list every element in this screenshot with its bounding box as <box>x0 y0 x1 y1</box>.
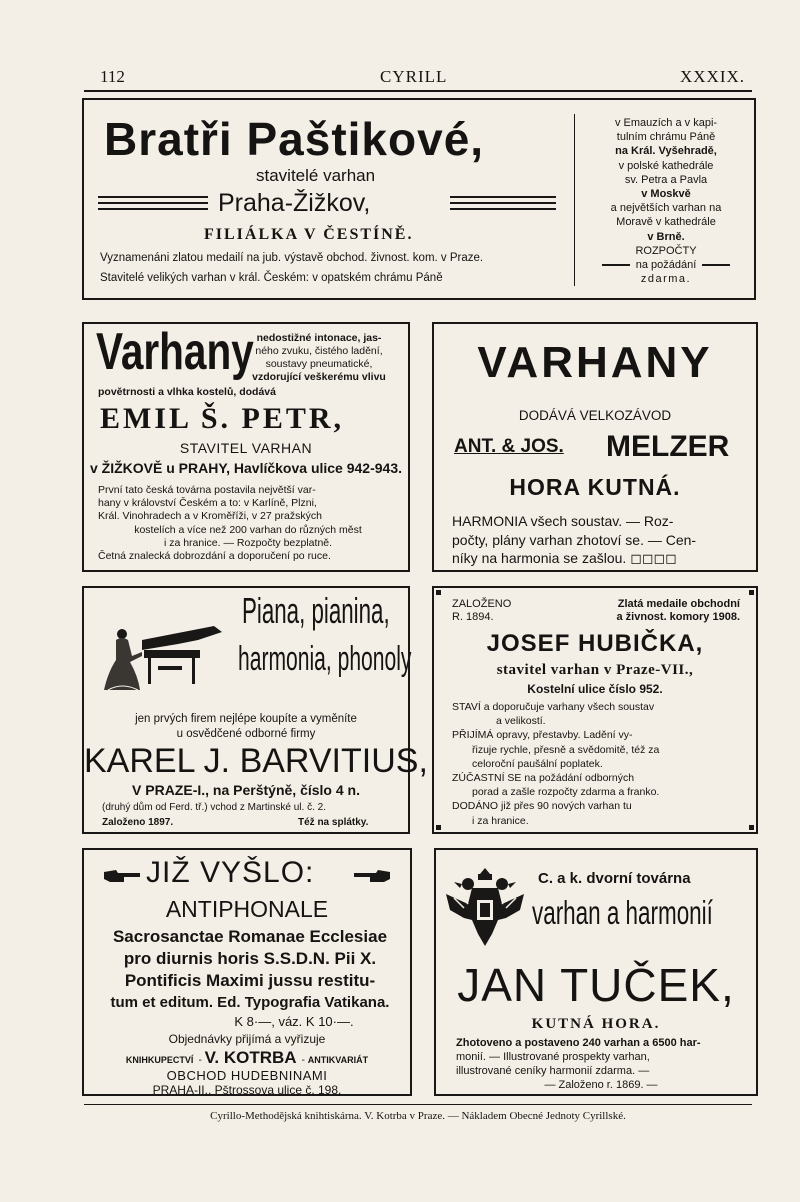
kotrba-orders: Objednávky přijímá a vyřizuje <box>168 1032 326 1046</box>
pastika-subtitle: stavitelé varhan <box>256 166 376 185</box>
kotrba-latin <box>100 926 400 1014</box>
barvitius-body-1: jen prvých firem nejlépe koupíte a vyměníte <box>135 713 357 725</box>
barvitius-name: KAREL J. BARVITIUS, <box>84 742 428 780</box>
footer-rule <box>84 1104 752 1105</box>
hubicka-address: Kostelní ulice číslo 952. <box>527 682 663 696</box>
barvitius-entrance: (druhý dům od Ferd. tř.) vchod z Martinské ul. č. 2. <box>102 802 326 813</box>
pianist-illustration-icon <box>102 606 228 692</box>
pastika-city-row <box>98 190 556 220</box>
kotrba-shop-name: V. KOTRBA <box>204 1048 297 1067</box>
melzer-body-3: níky na harmonia se zašlou. ◻◻◻◻ <box>452 550 677 566</box>
pastika-side <box>584 116 748 286</box>
petr-side-4: vzdorující veškerému vlivu <box>252 371 386 383</box>
melzer-city: HORA KUTNÁ. <box>509 474 681 500</box>
pastika-side-2: tulním chrámu Páně <box>616 131 716 144</box>
tucek-body-3: illustrované ceníky harmonií zdarma. — <box>456 1065 650 1077</box>
hubicka-founded-year: R. 1894. <box>452 611 494 623</box>
petr-body-5: i za hranice. — Rozpočty bezplatně. <box>163 536 333 549</box>
barvitius-body-2: u osvědčené odborné firmy <box>176 728 316 740</box>
melzer-body <box>452 512 748 568</box>
pastika-side-1: v Emauzích a v kapi- <box>614 117 718 129</box>
pastika-divider <box>574 114 575 286</box>
hubicka-medal-2: a živnost. komory 1908. <box>616 611 740 623</box>
hubicka-body-1: STAVÍ a doporučuje varhany všech soustav <box>452 701 655 713</box>
melzer-firm-left: ANT. & JOS. <box>454 436 564 457</box>
tucek-body-1: Zhotoveno a postaveno 240 varhan a 6500 har- <box>456 1037 701 1049</box>
barvitius-body <box>84 712 408 742</box>
melzer-firm-right: MELZER <box>606 430 730 463</box>
hubicka-body-5: celoroční paušální poplatek. <box>472 757 603 770</box>
pastika-side-4: v polské kathedrále <box>618 159 714 172</box>
petr-line-after: povětrnosti a vlhka kostelů, dodává <box>98 386 276 398</box>
hubicka-body-6: ZÚČASTNÍ SE na požádání odborných <box>452 772 635 785</box>
petr-side <box>234 332 404 384</box>
petr-side-2: ného zvuku, čistého ladění, <box>255 345 383 357</box>
footer-imprint: Cyrillo-Methodějská knihtiskárna. V. Kotrba v Praze. — Nákladem Obecné Jednoty Cyrillské. <box>210 1110 626 1122</box>
petr-body <box>98 484 398 563</box>
hubicka-medal-1: Zlatá medaile obchodní <box>617 598 740 610</box>
hubicka-body-3: PŘIJÍMÁ opravy, přestavby. Ladění vy- <box>452 729 633 742</box>
petr-body-4: kostelích a více než 200 varhan do různých měst <box>134 523 362 536</box>
pastika-side-8: Moravě v kathedrále <box>616 216 716 229</box>
melzer-body-2: počty, plány varhan zhotoví se. — Cen- <box>452 531 697 548</box>
hand-pointing-right-icon <box>102 866 142 886</box>
petr-body-6: Četná znalecká dobrozdání a doporučení po ruce. <box>98 550 331 563</box>
kotrba-music: OBCHOD HUDEBNINAMI <box>166 1068 328 1083</box>
kotrba-shop-left: KNIHKUPECTVÍ <box>125 1055 194 1065</box>
petr-side-3: soustavy pneumatické, <box>265 358 373 370</box>
tucek-body-2: monií. — Illustrované prospekty varhan, <box>456 1051 650 1063</box>
pastika-side-5: sv. Petra a Pavla <box>624 173 708 186</box>
pastika-side-11: na požádání <box>635 259 697 272</box>
pastika-side-3: na Král. Vyšehradě, <box>615 145 717 158</box>
pastika-city: Praha-Žižkov, <box>218 189 371 217</box>
tucek-body <box>456 1036 746 1092</box>
ad-pastika <box>82 98 756 300</box>
pastika-branch: FILIÁLKA V ČESTÍNĚ. <box>204 226 414 243</box>
kotrba-title: ANTIPHONALE <box>165 896 329 922</box>
hubicka-title: stavitel varhan v Praze-VII., <box>496 662 694 678</box>
kotrba-latin-1: Sacrosanctae Romanae Ecclesiae <box>112 927 388 946</box>
ad-barvitius <box>82 586 428 834</box>
melzer-supplies: DODÁVÁ VELKOZÁVOD <box>518 408 672 423</box>
melzer-body-1: HARMONIA všech soustav. — Roz- <box>452 513 674 529</box>
petr-body-3: Král. Vinohradech a v Kroměříži, v 27 pražských <box>98 510 322 523</box>
ad-tucek <box>434 848 758 1096</box>
pastika-line1: Vyznamenáni zlatou medailí na jub. výstavě obchod. živnost. kom. v Praze. <box>100 252 484 264</box>
header-rule <box>84 90 752 92</box>
pastika-side-6: v Moskvě <box>641 188 691 201</box>
kotrba-latin-4: tum et editum. Ed. Typografia Vatikana. <box>110 994 390 1011</box>
hand-pointing-left-icon <box>352 866 392 886</box>
kotrba-price: K 8·—, váz. K 10·—. <box>234 1014 354 1029</box>
melzer-varhany: VARHANY <box>477 338 713 387</box>
hubicka-founded-label: ZALOŽENO <box>452 598 512 610</box>
barvitius-installments: Též na splátky. <box>298 817 369 828</box>
hubicka-body <box>452 700 744 828</box>
petr-address: v ŽIŽKOVĚ u PRAHY, Havlíčkova ulice 942-943. <box>89 460 403 476</box>
ad-hubicka <box>432 586 758 834</box>
hubicka-name: JOSEF HUBIČKA, <box>486 630 704 657</box>
kotrba-headline: JIŽ VYŠLO: <box>146 856 315 889</box>
hubicka-corner-tl <box>436 590 441 595</box>
tucek-body-4: — Založeno r. 1869. — <box>544 1079 658 1091</box>
barvitius-line2: harmonia, phonoly <box>238 640 412 678</box>
barvitius-address: V PRAZE-I., na Perštýně, číslo 4 n. <box>132 782 360 798</box>
journal-title: CYRILL <box>380 67 448 86</box>
hubicka-corner-br <box>749 825 754 830</box>
tucek-city: KUTNÁ HORA. <box>531 1016 661 1032</box>
hubicka-body-7: porad a zašle rozpočty zdarma a franko. <box>472 786 660 799</box>
hubicka-corner-tr <box>749 590 754 595</box>
tucek-court: C. a k. dvorní továrna <box>538 870 691 887</box>
hubicka-body-9: i za hranice. <box>472 814 529 827</box>
pastika-name: Bratři Paštikové, <box>104 113 485 165</box>
tucek-name: JAN TUČEK, <box>457 959 735 1011</box>
ad-kotrba <box>82 848 412 1096</box>
tucek-product: varhan a harmonií <box>532 894 713 931</box>
kotrba-latin-2: pro diurnis horis S.S.D.N. Pii X. <box>123 949 377 968</box>
pastika-side-10: ROZPOČTY <box>635 244 697 257</box>
pastika-side-11-row <box>584 258 748 272</box>
barvitius-line1: Piana, pianina, <box>242 590 390 631</box>
barvitius-founded: Založeno 1897. <box>102 817 174 828</box>
kotrba-shop-right: ANTIKVARIÁT <box>307 1055 369 1065</box>
petr-body-2: hany v království Českém a to: v Karlíně, Plzni, <box>98 497 317 510</box>
pastika-side-12: zdarma. <box>640 273 692 286</box>
petr-body-1: První tato česká továrna postavila největší var- <box>98 484 316 496</box>
pastika-side-9: v Brně. <box>647 230 685 243</box>
hubicka-corner-bl <box>436 825 441 830</box>
volume-number: XXXIX. <box>680 67 746 86</box>
petr-side-1: nedostižné intonace, jas- <box>256 332 382 344</box>
petr-varhany: Varhany <box>96 323 254 381</box>
kotrba-address: PRAHA-II., Pštrossova ulice č. 198. <box>152 1083 342 1097</box>
petr-name: EMIL Š. PETR, <box>100 402 345 435</box>
ad-petr <box>82 322 410 572</box>
kotrba-shop-row: KNIHKUPECTVÍ - V. KOTRBA - ANTIKVARIÁT <box>125 1048 369 1067</box>
double-headed-eagle-icon <box>444 864 526 950</box>
pastika-side-7: a největších varhan na <box>610 202 722 215</box>
kotrba-latin-3: Pontificis Maximi jussu restitu- <box>124 971 376 990</box>
pastika-line2: Stavitelé velikých varhan v král. Českém: v opatském chrámu Páně <box>100 272 443 284</box>
hubicka-body-4: řizuje rychle, přesně a svědomitě, též za <box>472 743 660 756</box>
page-number: 112 <box>100 67 125 86</box>
hubicka-body-8: DODÁNO již přes 90 nových varhan tu <box>452 800 632 813</box>
petr-title: STAVITEL VARHAN <box>179 440 313 456</box>
hubicka-body-2: a velikostí. <box>496 715 546 728</box>
ad-melzer <box>432 322 758 572</box>
